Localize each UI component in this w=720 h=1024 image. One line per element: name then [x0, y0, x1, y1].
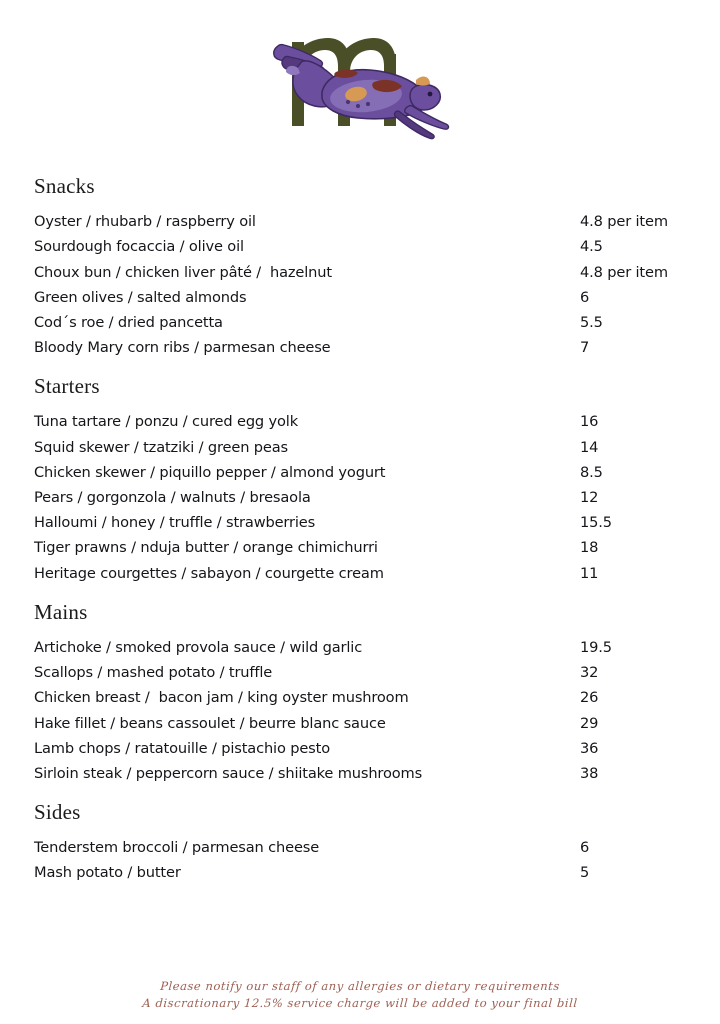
- menu-item-row: [34, 310, 686, 335]
- footer-allergy-note: [0, 978, 720, 1012]
- restaurant-logo: [0, 0, 720, 175]
- menu-item-row: [34, 535, 686, 560]
- menu-item-price: 5: [580, 864, 590, 882]
- menu-item-name: Green olives / salted almonds: [34, 288, 247, 306]
- menu-item-name: Heritage courgettes / sabayon / courgette cream: [34, 564, 384, 582]
- menu-item-name: Scallops / mashed potato / truffle: [34, 664, 273, 682]
- menu-section-starters: [34, 375, 686, 586]
- menu-item-row: [34, 409, 686, 434]
- menu-item-price: 4.8 per item: [580, 213, 668, 231]
- menu-item-price: 6: [580, 288, 590, 306]
- menu-item-price: 7: [580, 339, 590, 357]
- menu-item-name: Artichoke / smoked provola sauce / wild garlic: [34, 638, 363, 656]
- menu-item-name: Sourdough focaccia / olive oil: [34, 238, 244, 256]
- menu-item-row: [34, 335, 686, 360]
- menu-item-name: Chicken skewer / piquillo pepper / almond yogurt: [34, 463, 386, 481]
- menu-item-row: [34, 761, 686, 786]
- section-items: [34, 835, 686, 885]
- menu-item-price: 26: [580, 689, 599, 707]
- menu-item-price: 6: [580, 839, 590, 857]
- section-title: Sides: [34, 800, 81, 825]
- menu-item-name: Oyster / rhubarb / raspberry oil: [34, 213, 256, 231]
- menu-item-row: [34, 736, 686, 761]
- menu-item-row: [34, 435, 686, 460]
- section-items: [34, 635, 686, 786]
- menu-item-name: Hake fillet / beans cassoulet / beurre blanc sauce: [34, 714, 386, 732]
- menu-item-row: [34, 234, 686, 259]
- menu-section-mains: [34, 601, 686, 786]
- hare-over-m-logo: [270, 24, 450, 144]
- section-title: Snacks: [34, 174, 95, 198]
- menu-section-sides: [34, 801, 686, 886]
- menu-item-price: 18: [580, 539, 599, 557]
- menu-item-row: [34, 285, 686, 310]
- section-items: [34, 409, 686, 585]
- section-title: Starters: [34, 374, 100, 399]
- menu-item-price: 16: [580, 413, 599, 431]
- menu-item-row: [34, 835, 686, 860]
- section-title: Mains: [34, 599, 88, 624]
- menu-item-row: [34, 860, 686, 885]
- menu-item-row: [34, 561, 686, 586]
- menu-item-price: 8.5: [580, 463, 603, 481]
- menu-section-snacks: [34, 175, 686, 360]
- menu-item-name: Sirloin steak / peppercorn sauce / shiitake mushrooms: [34, 764, 423, 782]
- menu-item-price: 4.5: [580, 238, 603, 256]
- menu-item-row: [34, 460, 686, 485]
- menu-item-name: Halloumi / honey / truffle / strawberries: [34, 514, 316, 532]
- menu-item-price: 4.8 per item: [580, 263, 668, 281]
- menu-item-price: 5.5: [580, 313, 603, 331]
- footer-line-service-charge: A discrationary 12.5% service charge will be added to your final bill: [141, 996, 579, 1010]
- menu-item-row: [34, 510, 686, 535]
- menu-item-price: 11: [580, 564, 599, 582]
- menu-sections: [0, 175, 720, 886]
- menu-item-row: [34, 485, 686, 510]
- menu-item-row: [34, 685, 686, 710]
- menu-item-name: Mash potato / butter: [34, 864, 181, 882]
- menu-item-row: [34, 711, 686, 736]
- menu-item-price: 36: [580, 739, 599, 757]
- menu-item-row: [34, 209, 686, 234]
- menu-item-price: 15.5: [580, 514, 612, 532]
- menu-item-row: [34, 660, 686, 685]
- menu-item-name: Pears / gorgonzola / walnuts / bresaola: [34, 489, 311, 507]
- menu-item-name: Bloody Mary corn ribs / parmesan cheese: [34, 339, 331, 357]
- menu-item-name: Squid skewer / tzatziki / green peas: [34, 438, 288, 456]
- section-items: [34, 209, 686, 360]
- menu-item-name: Tuna tartare / ponzu / cured egg yolk: [34, 413, 299, 431]
- menu-item-name: Chicken breast / bacon jam / king oyster mushroom: [34, 689, 409, 707]
- menu-item-name: Choux bun / chicken liver pâté / hazelnut: [34, 263, 332, 281]
- menu-item-price: 14: [580, 438, 599, 456]
- menu-item-name: Tenderstem broccoli / parmesan cheese: [34, 839, 320, 857]
- menu-item-price: 32: [580, 664, 599, 682]
- menu-item-price: 29: [580, 714, 599, 732]
- menu-item-price: 12: [580, 489, 599, 507]
- menu-item-name: Lamb chops / ratatouille / pistachio pesto: [34, 739, 330, 757]
- menu-item-price: 38: [580, 764, 599, 782]
- menu-item-price: 19.5: [580, 638, 612, 656]
- footer-line-allergies: Please notify our staff of any allergies or dietary requirements: [159, 979, 561, 993]
- menu-item-row: [34, 260, 686, 285]
- menu-item-name: Cod´s roe / dried pancetta: [34, 313, 223, 331]
- menu-item-row: [34, 635, 686, 660]
- menu-item-name: Tiger prawns / nduja butter / orange chimichurri: [34, 539, 378, 557]
